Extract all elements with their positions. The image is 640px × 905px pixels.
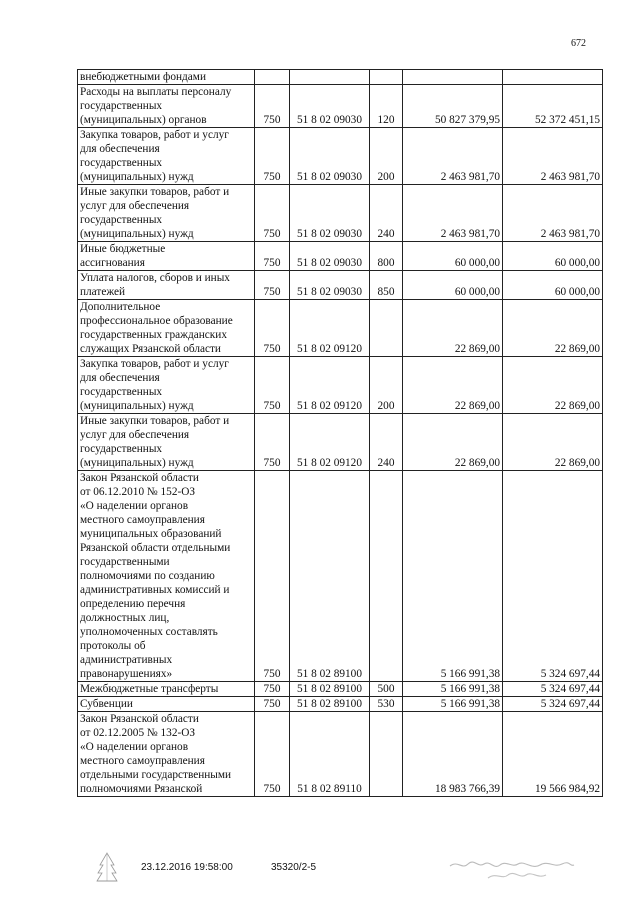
amount-2018-cell: 22 869,00 xyxy=(503,300,603,357)
table-row xyxy=(78,300,603,357)
table-row xyxy=(78,85,603,128)
gov-code-cell: 750 xyxy=(255,682,290,697)
expense-type-cell xyxy=(370,471,403,682)
table-row xyxy=(78,70,603,85)
expense-type-cell xyxy=(370,70,403,85)
page-number: 672 xyxy=(571,38,586,49)
target-article-cell: 51 8 02 09030 xyxy=(290,185,370,242)
target-article-cell: 51 8 02 09030 xyxy=(290,242,370,271)
amount-2017-cell: 18 983 766,39 xyxy=(403,712,503,797)
gov-code-cell: 750 xyxy=(255,85,290,128)
amount-2018-cell: 52 372 451,15 xyxy=(503,85,603,128)
expense-type-cell: 850 xyxy=(370,271,403,300)
amount-2018-cell: 2 463 981,70 xyxy=(503,185,603,242)
target-article-cell: 51 8 02 89100 xyxy=(290,697,370,712)
footer-document-id: 35320/2-5 xyxy=(271,862,317,873)
table-row xyxy=(78,128,603,185)
expense-type-cell: 500 xyxy=(370,682,403,697)
gov-code-cell: 750 xyxy=(255,128,290,185)
target-article-cell: 51 8 02 89100 xyxy=(290,471,370,682)
gov-code-cell: 750 xyxy=(255,271,290,300)
amount-2017-cell: 5 166 991,38 xyxy=(403,471,503,682)
amount-2017-cell: 22 869,00 xyxy=(403,414,503,471)
row-name-cell: Дополнительное профессиональное образование государственных гражданских служащих Рязанской области xyxy=(78,300,255,357)
expense-type-cell: 240 xyxy=(370,185,403,242)
row-name-cell: Иные закупки товаров, работ и услуг для обеспечения государственных (муниципальных) нужд xyxy=(78,414,255,471)
target-article-cell: 51 8 02 09030 xyxy=(290,271,370,300)
target-article-cell: 51 8 02 09120 xyxy=(290,414,370,471)
amount-2017-cell: 60 000,00 xyxy=(403,271,503,300)
target-article-cell: 51 8 02 09030 xyxy=(290,85,370,128)
row-name-cell: Закон Рязанской области от 02.12.2005 № 132-ОЗ «О наделении органов местного самоуправления отдельными государственными полномочиями Рязанской xyxy=(78,712,255,797)
stamp-icon xyxy=(94,851,120,883)
expense-type-cell: 800 xyxy=(370,242,403,271)
row-name-cell: Расходы на выплаты персоналу государственных (муниципальных) органов xyxy=(78,85,255,128)
amount-2017-cell: 2 463 981,70 xyxy=(403,185,503,242)
target-article-cell xyxy=(290,70,370,85)
gov-code-cell: 750 xyxy=(255,300,290,357)
amount-2018-cell: 22 869,00 xyxy=(503,414,603,471)
table-body xyxy=(78,70,603,797)
amount-2017-cell: 60 000,00 xyxy=(403,242,503,271)
expense-type-cell xyxy=(370,300,403,357)
budget-table xyxy=(77,69,603,797)
row-name-cell: Субвенции xyxy=(78,697,255,712)
amount-2017-cell: 50 827 379,95 xyxy=(403,85,503,128)
target-article-cell: 51 8 02 89110 xyxy=(290,712,370,797)
amount-2018-cell: 5 324 697,44 xyxy=(503,471,603,682)
amount-2018-cell: 19 566 984,92 xyxy=(503,712,603,797)
footer-date: 23.12.2016 19:58:00 xyxy=(141,862,233,873)
table-row xyxy=(78,697,603,712)
table-row xyxy=(78,357,603,414)
gov-code-cell: 750 xyxy=(255,697,290,712)
amount-2018-cell: 5 324 697,44 xyxy=(503,682,603,697)
expense-type-cell: 200 xyxy=(370,357,403,414)
target-article-cell: 51 8 02 09120 xyxy=(290,357,370,414)
expense-type-cell: 120 xyxy=(370,85,403,128)
row-name-cell: Иные закупки товаров, работ и услуг для обеспечения государственных (муниципальных) нужд xyxy=(78,185,255,242)
row-name-cell: Закупка товаров, работ и услуг для обеспечения государственных (муниципальных) нужд xyxy=(78,128,255,185)
table-row xyxy=(78,271,603,300)
gov-code-cell: 750 xyxy=(255,471,290,682)
row-name-cell: внебюджетными фондами xyxy=(78,70,255,85)
amount-2017-cell: 22 869,00 xyxy=(403,300,503,357)
expense-type-cell: 240 xyxy=(370,414,403,471)
row-name-cell: Закупка товаров, работ и услуг для обеспечения государственных (муниципальных) нужд xyxy=(78,357,255,414)
gov-code-cell: 750 xyxy=(255,414,290,471)
expense-type-cell: 530 xyxy=(370,697,403,712)
amount-2017-cell: 5 166 991,38 xyxy=(403,697,503,712)
row-name-cell: Межбюджетные трансферты xyxy=(78,682,255,697)
amount-2018-cell xyxy=(503,70,603,85)
amount-2017-cell: 22 869,00 xyxy=(403,357,503,414)
amount-2018-cell: 60 000,00 xyxy=(503,271,603,300)
amount-2017-cell: 2 463 981,70 xyxy=(403,128,503,185)
table-row xyxy=(78,712,603,797)
expense-type-cell: 200 xyxy=(370,128,403,185)
target-article-cell: 51 8 02 09120 xyxy=(290,300,370,357)
gov-code-cell: 750 xyxy=(255,242,290,271)
table-row xyxy=(78,414,603,471)
amount-2018-cell: 5 324 697,44 xyxy=(503,697,603,712)
gov-code-cell: 750 xyxy=(255,357,290,414)
target-article-cell: 51 8 02 09030 xyxy=(290,128,370,185)
row-name-cell: Иные бюджетные ассигнования xyxy=(78,242,255,271)
amount-2018-cell: 60 000,00 xyxy=(503,242,603,271)
target-article-cell: 51 8 02 89100 xyxy=(290,682,370,697)
amount-2018-cell: 2 463 981,70 xyxy=(503,128,603,185)
row-name-cell: Закон Рязанской области от 06.12.2010 № 152-ОЗ «О наделении органов местного самоуправления муниципальных образований Рязанской области отдельными государственными полномочиями по созданию административных комиссий и определению перечня должностных лиц, уполномоченных составлять протоколы об административных правонарушениях» xyxy=(78,471,255,682)
table-row xyxy=(78,185,603,242)
row-name-cell: Уплата налогов, сборов и иных платежей xyxy=(78,271,255,300)
gov-code-cell xyxy=(255,70,290,85)
amount-2018-cell: 22 869,00 xyxy=(503,357,603,414)
amount-2017-cell: 5 166 991,38 xyxy=(403,682,503,697)
amount-2017-cell xyxy=(403,70,503,85)
table-row xyxy=(78,242,603,271)
expense-type-cell xyxy=(370,712,403,797)
gov-code-cell: 750 xyxy=(255,712,290,797)
table-row xyxy=(78,471,603,682)
signature-icon xyxy=(448,856,576,882)
gov-code-cell: 750 xyxy=(255,185,290,242)
table-row xyxy=(78,682,603,697)
